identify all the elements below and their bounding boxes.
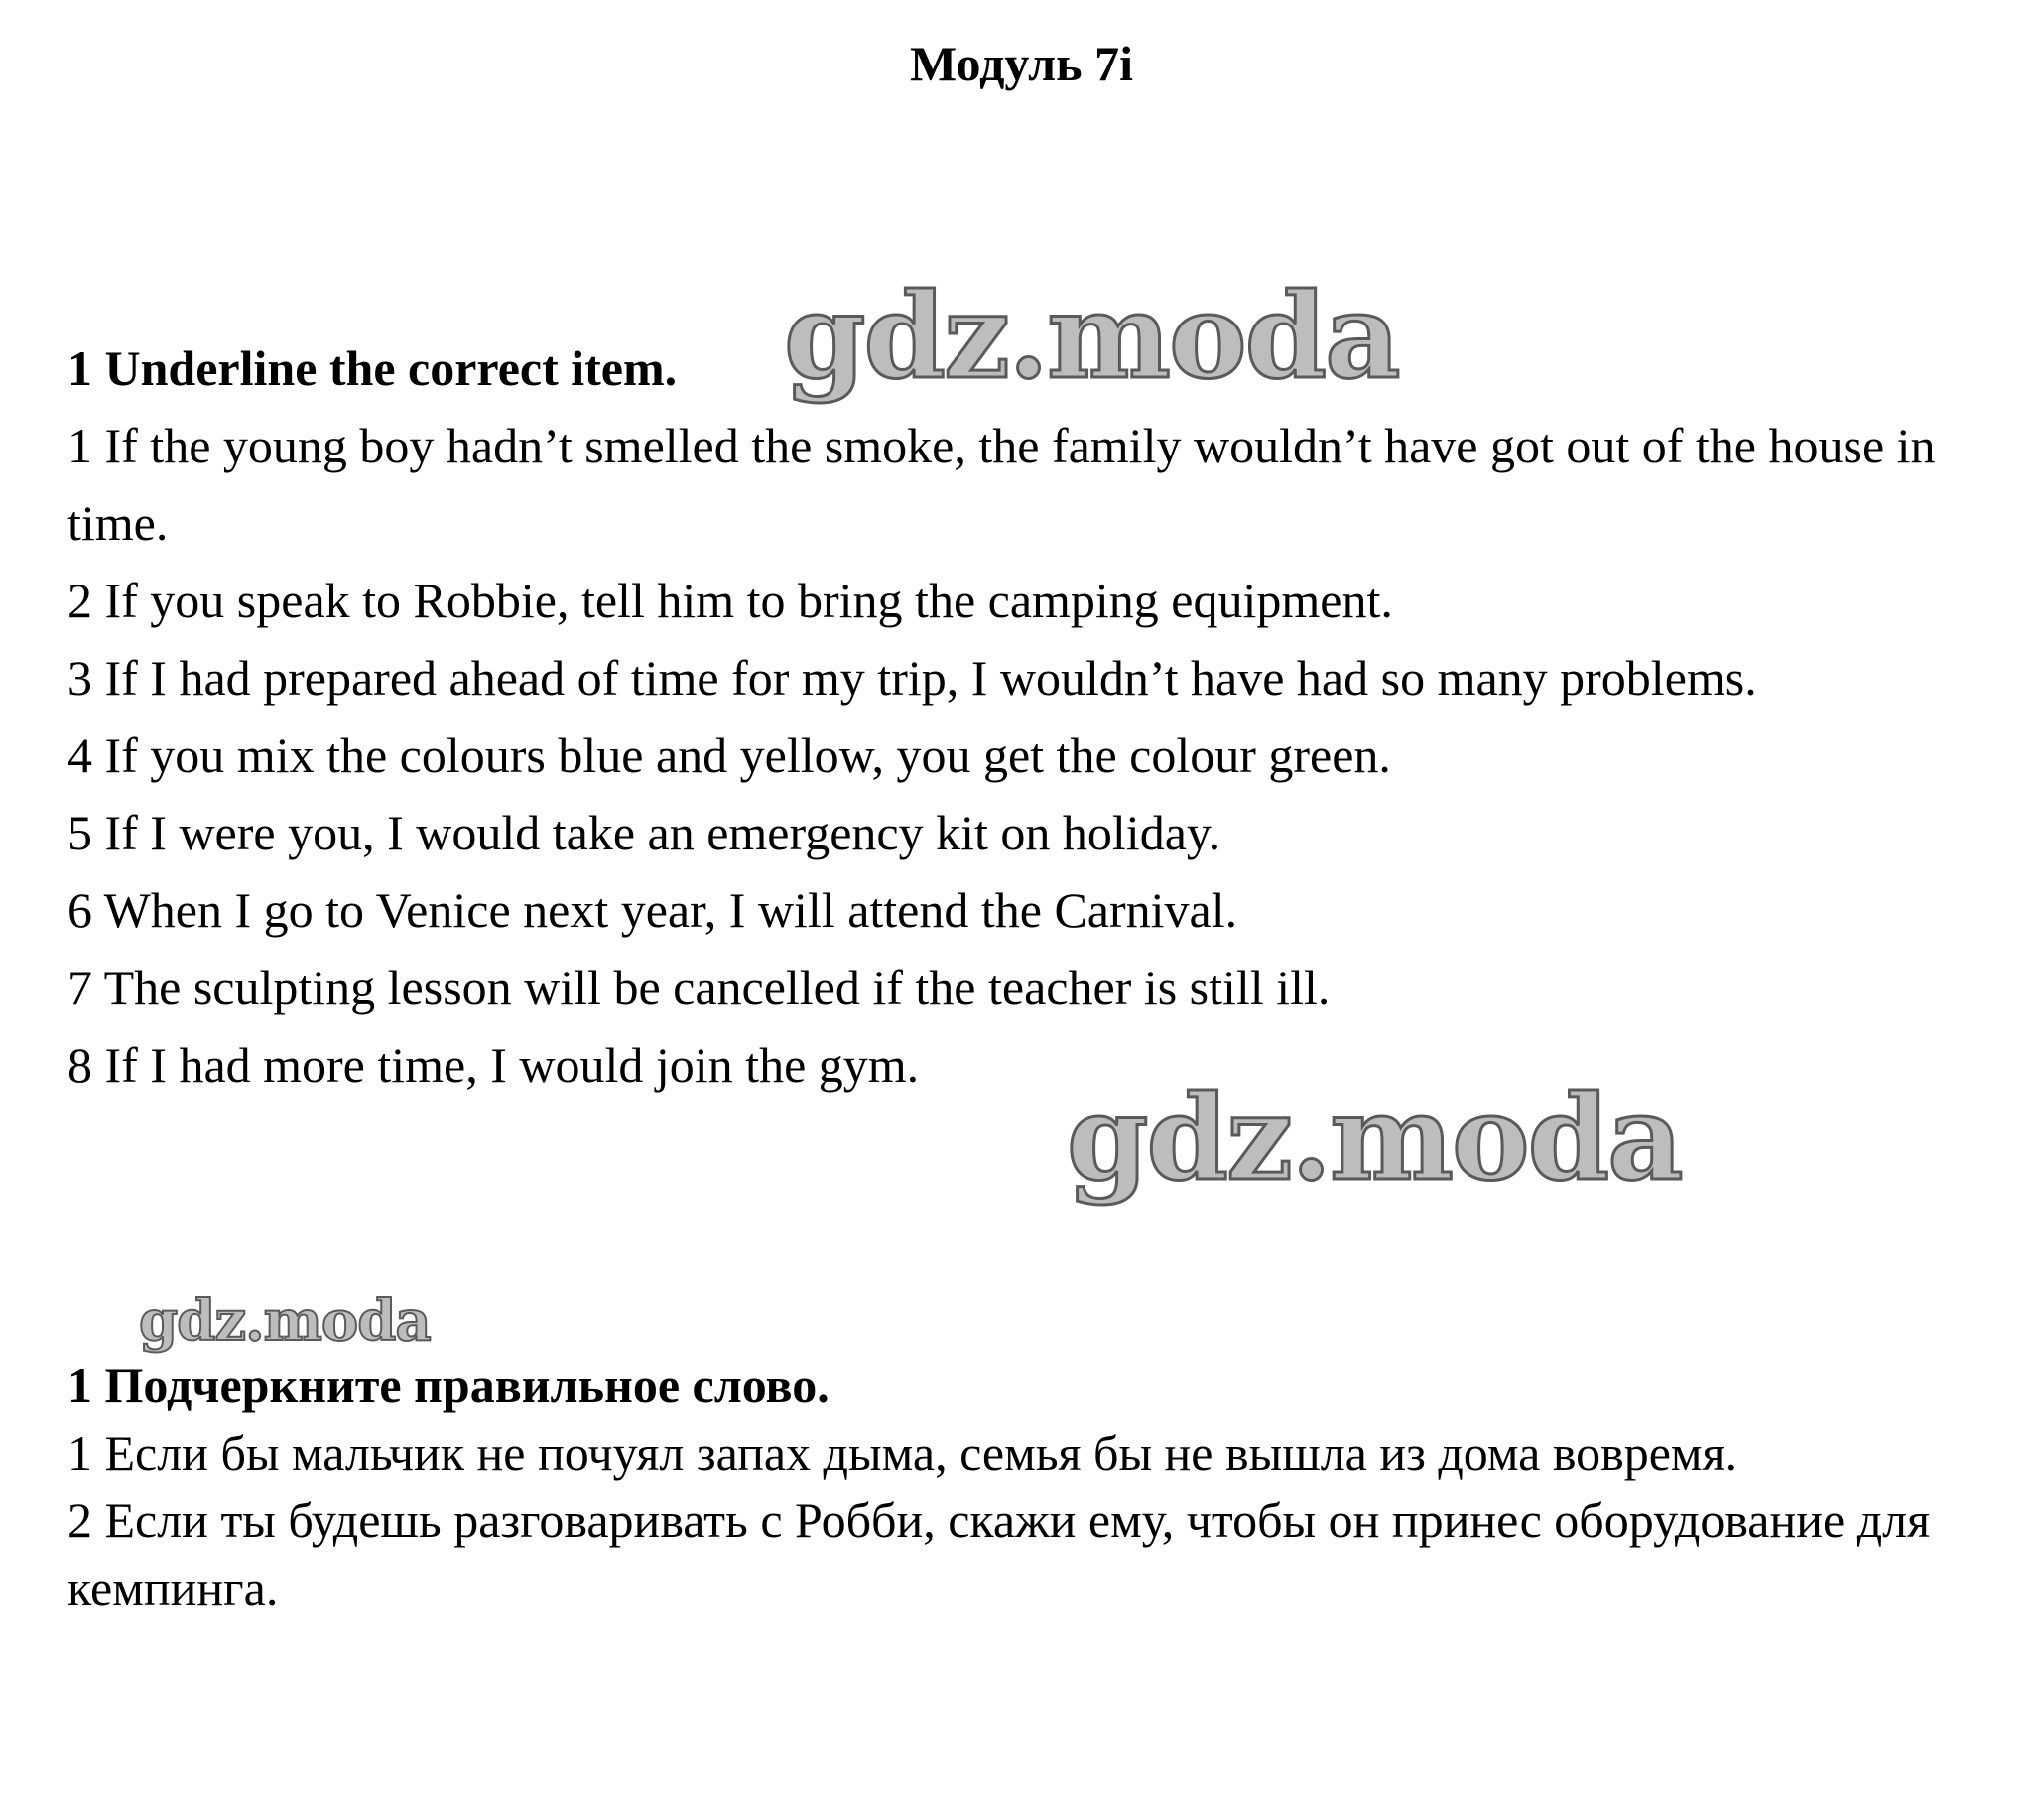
answer-item-2: 2 If you speak to Robbie, tell him to bring the camping equipment. xyxy=(67,573,1393,628)
exercise-russian xyxy=(67,1352,2012,1622)
translation-item-2: 2 Если ты будешь разговаривать с Робби, скажи ему, чтобы он принес оборудование для кемпинга. xyxy=(67,1493,1931,1616)
watermark-logo: gdz.moda xyxy=(784,267,1399,405)
exercise-heading-english: 1 Underline the correct item. xyxy=(67,340,678,396)
watermark-logo: gdz.moda xyxy=(1067,1069,1682,1207)
page-title: Модуль 7i xyxy=(909,36,1134,91)
answer-item-5: 5 If I were you, I would take an emergency kit on holiday. xyxy=(67,805,1221,860)
watermark-logo: gdz.moda xyxy=(139,1288,431,1354)
exercise-heading-russian: 1 Подчеркните правильное слово. xyxy=(67,1358,830,1413)
answer-item-4: 4 If you mix the colours blue and yellow, you get the colour green. xyxy=(67,727,1391,783)
translation-item-1: 1 Если бы мальчик не почуял запах дыма, семья бы не вышла из дома вовремя. xyxy=(67,1425,1738,1481)
exercise-english xyxy=(67,329,2012,1104)
answer-item-8: 8 If I had more time, I would join the gym. xyxy=(67,1037,920,1093)
answer-item-1: 1 If the young boy hadn’t smelled the smoke, the family wouldn’t have got out of the house in time. xyxy=(67,418,1936,551)
answer-item-6: 6 When I go to Venice next year, I will attend the Carnival. xyxy=(67,882,1238,938)
answer-item-3: 3 If I had prepared ahead of time for my trip, I wouldn’t have had so many problems. xyxy=(67,650,1757,706)
answer-item-7: 7 The sculpting lesson will be cancelled if the teacher is still ill. xyxy=(67,960,1331,1015)
